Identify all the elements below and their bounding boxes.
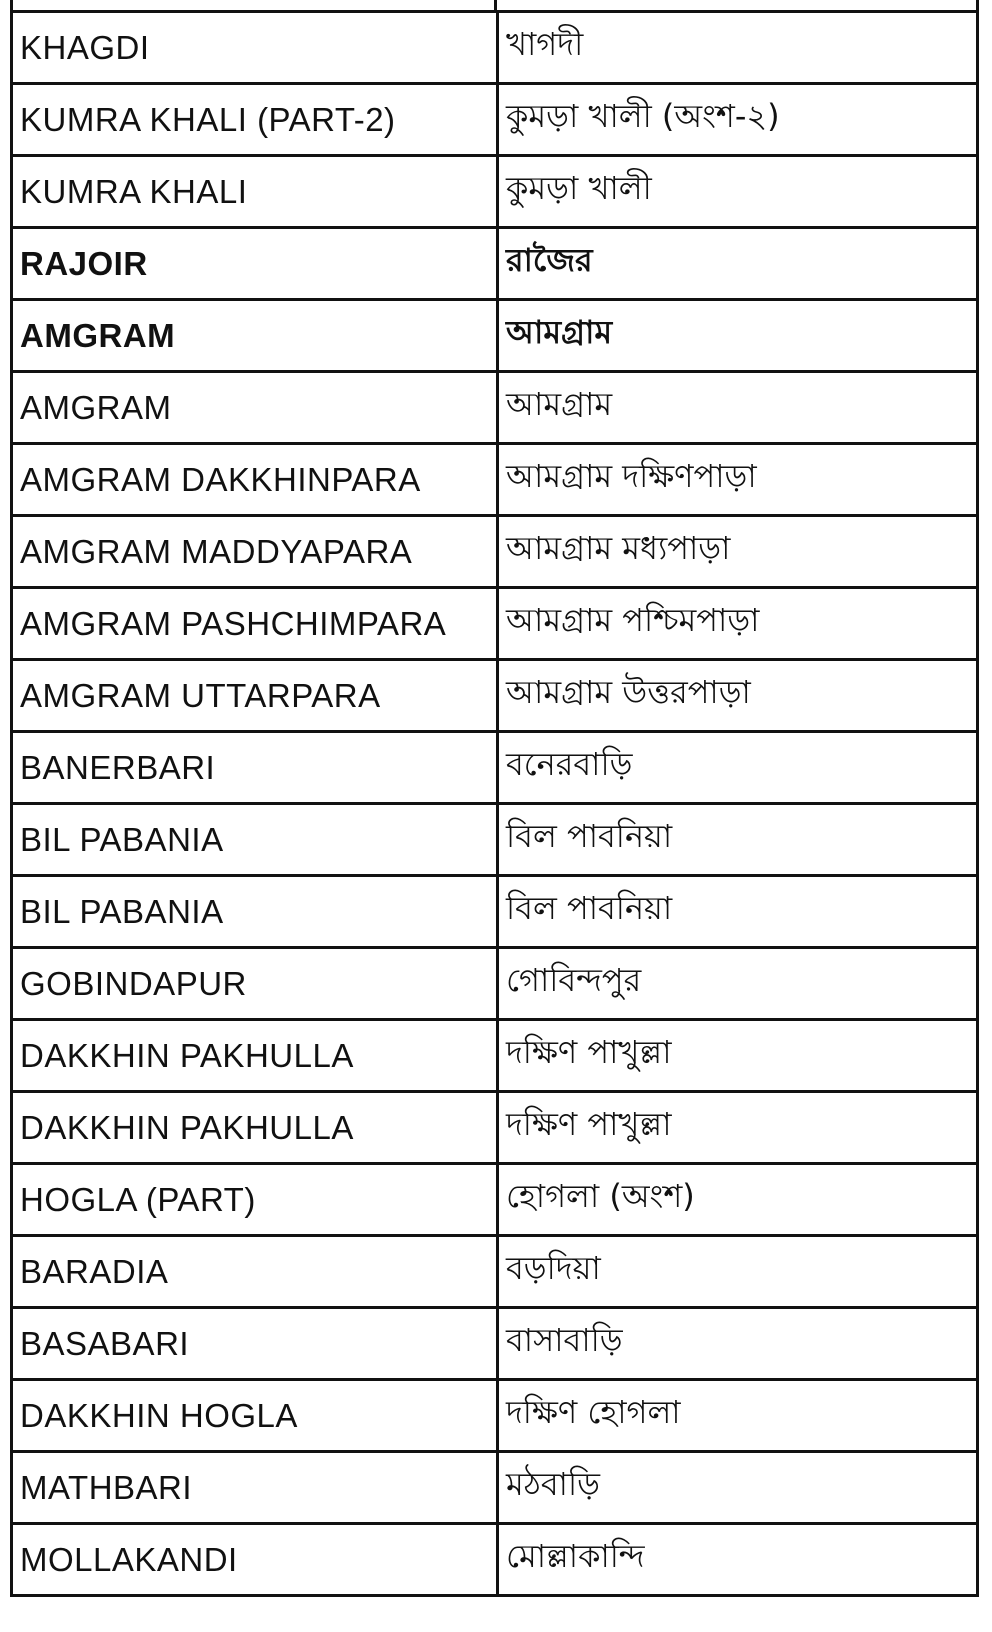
table-row-heading [12, 300, 978, 372]
bengali-name-cell: কুমড়া খালী [498, 156, 978, 228]
english-name-cell: AMGRAM UTTARPARA [12, 660, 498, 732]
bengali-name-cell: বাসাবাড়ি [498, 1308, 978, 1380]
table-row [12, 156, 978, 228]
table-row [12, 1092, 978, 1164]
bengali-name-cell: আমগ্রাম দক্ষিণপাড়া [498, 444, 978, 516]
bengali-name-cell: বড়দিয়া [498, 1236, 978, 1308]
english-name-cell: AMGRAM [12, 372, 498, 444]
table-row [12, 732, 978, 804]
bengali-name-cell: বিল পাবনিয়া [498, 804, 978, 876]
table-top-border-stub [494, 0, 497, 10]
english-name-cell: RAJOIR [12, 228, 498, 300]
table-row [12, 1020, 978, 1092]
bengali-name-cell: কুমড়া খালী (অংশ-২) [498, 84, 978, 156]
english-name-cell: AMGRAM PASHCHIMPARA [12, 588, 498, 660]
english-name-cell: BANERBARI [12, 732, 498, 804]
english-name-cell: KHAGDI [12, 12, 498, 84]
english-name-cell: MOLLAKANDI [12, 1524, 498, 1596]
english-name-cell: BIL PABANIA [12, 804, 498, 876]
english-name-cell: AMGRAM MADDYAPARA [12, 516, 498, 588]
bengali-name-cell: খাগদী [498, 12, 978, 84]
table-top-border-stub [10, 0, 13, 10]
bengali-name-cell: মঠবাড়ি [498, 1452, 978, 1524]
table-row [12, 1308, 978, 1380]
table-top-border-stub [976, 0, 979, 10]
place-names-table [10, 10, 979, 1597]
table-row [12, 12, 978, 84]
english-name-cell: DAKKHIN HOGLA [12, 1380, 498, 1452]
bengali-name-cell: আমগ্রাম পশ্চিমপাড়া [498, 588, 978, 660]
table-row-heading [12, 228, 978, 300]
table-row [12, 372, 978, 444]
place-name-sheet [10, 10, 976, 1597]
bengali-name-cell: আমগ্রাম [498, 372, 978, 444]
table-row [12, 660, 978, 732]
bengali-name-cell: রাজৈর [498, 228, 978, 300]
bengali-name-cell: গোবিন্দপুর [498, 948, 978, 1020]
table-row [12, 1524, 978, 1596]
english-name-cell: MATHBARI [12, 1452, 498, 1524]
bengali-name-cell: হোগলা (অংশ) [498, 1164, 978, 1236]
table-row [12, 1452, 978, 1524]
bengali-name-cell: দক্ষিণ পাখুল্লা [498, 1020, 978, 1092]
english-name-cell: HOGLA (PART) [12, 1164, 498, 1236]
english-name-cell: DAKKHIN PAKHULLA [12, 1020, 498, 1092]
bengali-name-cell: বিল পাবনিয়া [498, 876, 978, 948]
table-row [12, 876, 978, 948]
table-row [12, 948, 978, 1020]
table-row [12, 444, 978, 516]
table-row [12, 1380, 978, 1452]
table-row [12, 804, 978, 876]
bengali-name-cell: আমগ্রাম [498, 300, 978, 372]
bengali-name-cell: দক্ষিণ পাখুল্লা [498, 1092, 978, 1164]
table-row [12, 1164, 978, 1236]
english-name-cell: BARADIA [12, 1236, 498, 1308]
bengali-name-cell: আমগ্রাম উত্তরপাড়া [498, 660, 978, 732]
english-name-cell: KUMRA KHALI [12, 156, 498, 228]
place-names-table-body [12, 12, 978, 1596]
english-name-cell: GOBINDAPUR [12, 948, 498, 1020]
table-row [12, 588, 978, 660]
bengali-name-cell: আমগ্রাম মধ্যপাড়া [498, 516, 978, 588]
table-row [12, 516, 978, 588]
table-row [12, 1236, 978, 1308]
english-name-cell: BIL PABANIA [12, 876, 498, 948]
english-name-cell: AMGRAM [12, 300, 498, 372]
bengali-name-cell: দক্ষিণ হোগলা [498, 1380, 978, 1452]
bengali-name-cell: বনেরবাড়ি [498, 732, 978, 804]
table-row [12, 84, 978, 156]
english-name-cell: DAKKHIN PAKHULLA [12, 1092, 498, 1164]
bengali-name-cell: মোল্লাকান্দি [498, 1524, 978, 1596]
english-name-cell: AMGRAM DAKKHINPARA [12, 444, 498, 516]
english-name-cell: BASABARI [12, 1308, 498, 1380]
english-name-cell: KUMRA KHALI (PART-2) [12, 84, 498, 156]
